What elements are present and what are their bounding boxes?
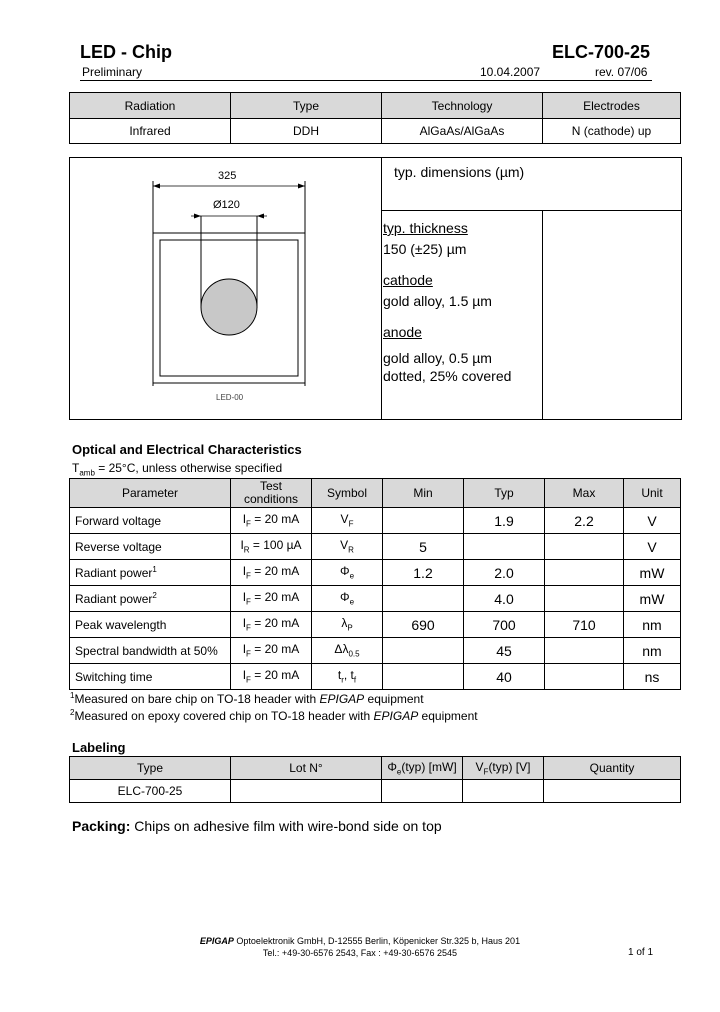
labeling-table — [69, 756, 681, 803]
min-cell — [383, 638, 464, 664]
max-cell: 710 — [545, 612, 624, 638]
dimension-box — [69, 157, 682, 420]
condition-cell: $I_F = 20$ mA — [231, 586, 312, 612]
label-header: $V_F(typ)$ [V] — [463, 757, 544, 780]
optical-table — [69, 478, 681, 690]
dim-width-label: 325 — [218, 170, 237, 182]
max-cell — [545, 560, 624, 586]
min-cell — [383, 508, 464, 534]
summary-header: Electrodes — [543, 93, 681, 119]
part-number: ELC-700-25 — [551, 42, 650, 62]
labeling-title: Labeling — [72, 740, 126, 755]
min-cell — [383, 664, 464, 690]
max-cell — [545, 534, 624, 560]
header-rule — [80, 80, 652, 81]
max-cell — [545, 638, 624, 664]
table-row — [70, 638, 681, 664]
unit-cell: V — [624, 508, 681, 534]
min-cell: 5 — [383, 534, 464, 560]
summary-cell: Infrared — [70, 119, 231, 144]
label-cell — [544, 780, 681, 803]
footer-address: EPIGAP Optoelektronik GmbH, D-12555 Berlin, Köpenicker Str.325 b, Haus 201 — [199, 936, 521, 946]
max-cell — [545, 664, 624, 690]
summary-cell: AlGaAs/AlGaAs — [382, 119, 543, 144]
cathode-label: cathode — [383, 272, 433, 288]
symbol-cell: $\Phi_e$ — [312, 560, 383, 586]
label-header: Quantity — [544, 757, 681, 780]
typ-cell — [464, 534, 545, 560]
unit-cell: nm — [624, 612, 681, 638]
thickness-label: typ. thickness — [383, 220, 468, 236]
table-row — [70, 534, 681, 560]
max-cell: 2.2 — [545, 508, 624, 534]
param-cell: Spectral bandwidth at 50% — [70, 638, 231, 664]
typ-cell: 1.9 — [464, 508, 545, 534]
label-cell — [382, 780, 463, 803]
typ-cell: 40 — [464, 664, 545, 690]
summary-cell: DDH — [231, 119, 382, 144]
anode-value-1: gold alloy, 0.5 µm — [383, 350, 492, 366]
doc-revision: rev. 07/06 — [595, 65, 648, 79]
param-cell: Radiant power$^2$ — [70, 586, 231, 612]
label-cell — [231, 780, 382, 803]
max-cell — [545, 586, 624, 612]
col-header: Min — [383, 479, 464, 508]
param-cell: Forward voltage — [70, 508, 231, 534]
dimensions-title: typ. dimensions (µm) — [394, 164, 525, 180]
label-cell — [463, 780, 544, 803]
col-header: Symbol — [312, 479, 383, 508]
anode-value-2: dotted, 25% covered — [383, 368, 512, 384]
anode-label: anode — [383, 324, 422, 340]
symbol-cell: $V_R$ — [312, 534, 383, 560]
symbol-cell: $\lambda_P$ — [312, 612, 383, 638]
condition-cell: $I_F = 20$ mA — [231, 612, 312, 638]
footer-contact: Tel.: +49-30-6576 2543, Fax : +49-30-6576 2545 — [262, 948, 458, 958]
typ-cell: 45 — [464, 638, 545, 664]
typ-cell: 2.0 — [464, 560, 545, 586]
col-header: Test conditions — [231, 479, 312, 508]
condition-cell: $I_F = 20$ mA — [231, 664, 312, 690]
doc-date: 10.04.2007 — [480, 65, 541, 79]
cathode-value: gold alloy, 1.5 µm — [383, 293, 492, 309]
col-header: Typ — [464, 479, 545, 508]
condition-cell: $I_F = 20$ mA — [231, 508, 312, 534]
table-row — [70, 586, 681, 612]
optical-conditions: $T_{amb} = 25^\circ C$, unless otherwise specified — [72, 461, 283, 478]
footnote-1: $^1$Measured on bare chip on TO-18 header with EPIGAP equipment — [70, 691, 424, 706]
min-cell: 1.2 — [383, 560, 464, 586]
condition-cell: $I_F = 20$ mA — [231, 638, 312, 664]
summary-header: Radiation — [70, 93, 231, 119]
label-header: Lot N° — [231, 757, 382, 780]
unit-cell: V — [624, 534, 681, 560]
table-row — [70, 560, 681, 586]
dim-diameter-label: Ø120 — [213, 199, 240, 211]
min-cell: 690 — [383, 612, 464, 638]
min-cell — [383, 586, 464, 612]
param-cell: Reverse voltage — [70, 534, 231, 560]
footnote-2: $^2$Measured on epoxy covered chip on TO-18 header with EPIGAP equipment — [70, 708, 478, 723]
optical-title: Optical and Electrical Characteristics — [72, 442, 302, 457]
drawing-mark: LED-00 — [216, 393, 244, 402]
typ-cell: 4.0 — [464, 586, 545, 612]
symbol-cell: $V_F$ — [312, 508, 383, 534]
condition-cell: $I_F = 20$ mA — [231, 560, 312, 586]
symbol-cell: $\Phi_e$ — [312, 586, 383, 612]
symbol-cell: $\Delta\lambda_{0.5}$ — [312, 638, 383, 664]
label-cell: ELC-700-25 — [70, 780, 231, 803]
summary-table — [69, 92, 681, 144]
condition-cell: $I_R = 100$ µA — [231, 534, 312, 560]
unit-cell: mW — [624, 560, 681, 586]
unit-cell: mW — [624, 586, 681, 612]
summary-cell: N (cathode) up — [543, 119, 681, 144]
col-header: Parameter — [70, 479, 231, 508]
col-header: Max — [545, 479, 624, 508]
table-row — [70, 612, 681, 638]
summary-header: Technology — [382, 93, 543, 119]
col-header: Unit — [624, 479, 681, 508]
table-row — [70, 664, 681, 690]
thickness-value: 150 (±25) µm — [383, 241, 467, 257]
unit-cell: nm — [624, 638, 681, 664]
page-number: 1 of 1 — [628, 947, 654, 958]
symbol-cell: $t_r$, $t_f$ — [312, 664, 383, 690]
doc-title: LED - Chip — [80, 42, 172, 62]
table-row — [70, 508, 681, 534]
packing-line: Packing: Chips on adhesive film with wire-bond side on top — [72, 818, 442, 834]
label-header: Type — [70, 757, 231, 780]
param-cell: Switching time — [70, 664, 231, 690]
param-cell: Peak wavelength — [70, 612, 231, 638]
typ-cell: 700 — [464, 612, 545, 638]
unit-cell: ns — [624, 664, 681, 690]
chip-drawing — [70, 158, 381, 419]
summary-header: Type — [231, 93, 382, 119]
doc-status: Preliminary — [82, 65, 143, 79]
label-header: $\Phi_e(typ)$ [mW] — [382, 757, 463, 780]
param-cell: Radiant power$^1$ — [70, 560, 231, 586]
